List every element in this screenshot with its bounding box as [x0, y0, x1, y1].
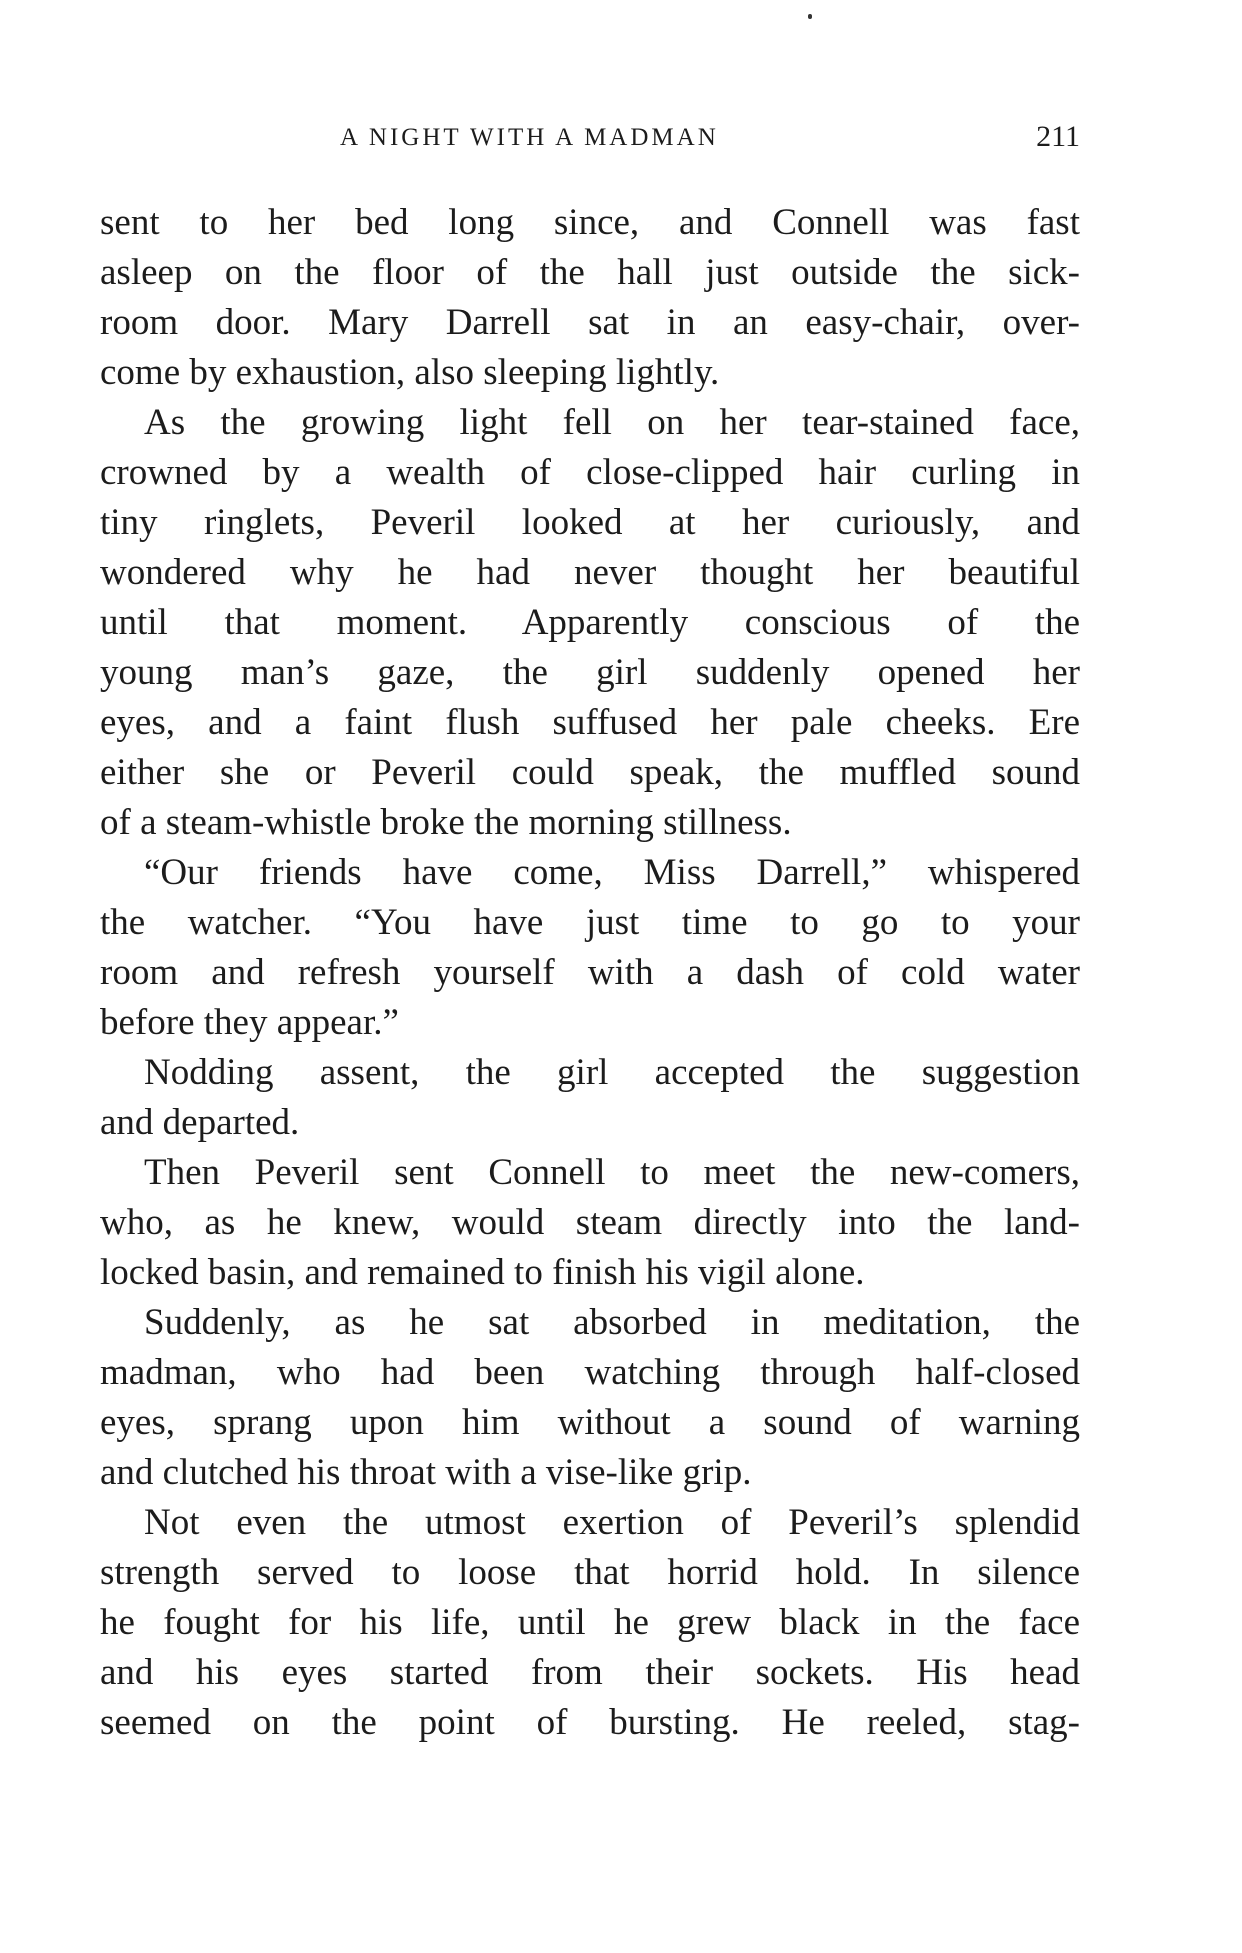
text-line: Not even the utmost exertion of Peveril’s splendid — [144, 1502, 1080, 1543]
text-line: locked basin, and remained to finish his vigil alone. — [100, 1252, 865, 1293]
text-line: until that moment. Apparently conscious of the — [100, 602, 1080, 643]
page-number: 211 — [1036, 120, 1080, 153]
ink-speck — [808, 14, 812, 19]
text-line: wondered why he had never thought her beautiful — [100, 552, 1080, 593]
running-head — [100, 120, 1080, 160]
text-line: he fought for his life, until he grew black in the face — [100, 1602, 1080, 1643]
running-title: A NIGHT WITH A MADMAN — [340, 124, 719, 151]
text-line: Suddenly, as he sat absorbed in meditation, the — [144, 1302, 1080, 1343]
text-line: sent to her bed long since, and Connell was fast — [100, 202, 1080, 243]
text-line: tiny ringlets, Peveril looked at her curiously, and — [100, 502, 1080, 543]
text-line: who, as he knew, would steam directly into the land- — [100, 1202, 1080, 1243]
text-line: and departed. — [100, 1102, 300, 1143]
text-line: crowned by a wealth of close-clipped hair curling in — [100, 452, 1080, 493]
text-line: either she or Peveril could speak, the muffled sound — [100, 752, 1080, 793]
text-line: of a steam-whistle broke the morning stillness. — [100, 802, 792, 843]
text-line: and his eyes started from their sockets. His head — [100, 1652, 1080, 1693]
text-line: As the growing light fell on her tear-stained face, — [144, 402, 1080, 443]
text-line: and clutched his throat with a vise-like grip. — [100, 1452, 752, 1493]
text-line: come by exhaustion, also sleeping lightly. — [100, 352, 720, 393]
body-text — [100, 198, 1080, 1748]
text-line: Nodding assent, the girl accepted the suggestion — [144, 1052, 1080, 1093]
text-line: before they appear.” — [100, 1002, 399, 1043]
text-line: eyes, and a faint flush suffused her pale cheeks. Ere — [100, 702, 1080, 743]
text-line: Then Peveril sent Connell to meet the new-comers, — [144, 1152, 1080, 1193]
text-line: strength served to loose that horrid hold. In silence — [100, 1552, 1080, 1593]
text-line: the watcher. “You have just time to go to your — [100, 902, 1080, 943]
text-line: asleep on the floor of the hall just outside the sick- — [100, 252, 1080, 293]
text-line: seemed on the point of bursting. He reeled, stag- — [100, 1702, 1080, 1743]
text-line: room door. Mary Darrell sat in an easy-chair, over- — [100, 302, 1080, 343]
text-line: eyes, sprang upon him without a sound of warning — [100, 1402, 1080, 1443]
text-line: room and refresh yourself with a dash of cold water — [100, 952, 1080, 993]
text-line: “Our friends have come, Miss Darrell,” whispered — [144, 852, 1080, 893]
text-line: madman, who had been watching through half-closed — [100, 1352, 1080, 1393]
text-line: young man’s gaze, the girl suddenly opened her — [100, 652, 1080, 693]
